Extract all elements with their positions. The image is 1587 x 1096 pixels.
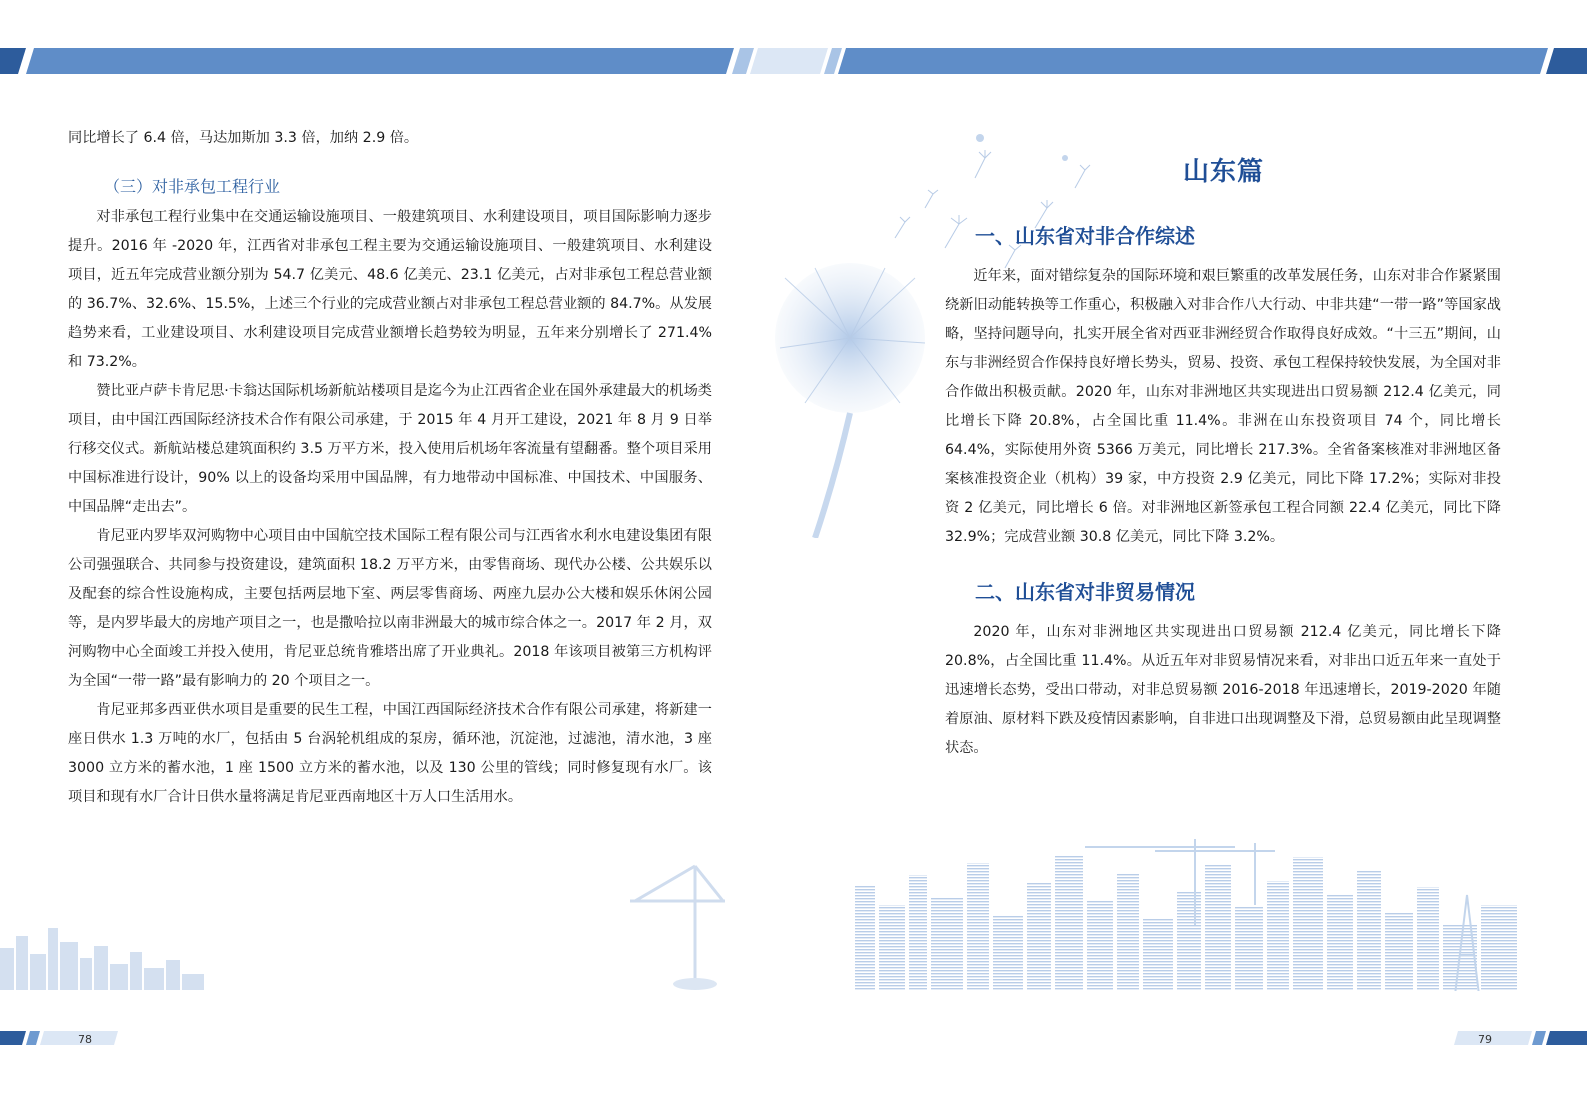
paragraph: 2020 年，山东对非洲地区共实现进出口贸易额 212.4 亿美元，同比增长下降 20.8%，占全国比重 11.4%。从近五年对非贸易情况来看，对非出口近五年来一直处于迅速增长态势，受出口带动，对非总贸易额 2016-2018 年迅速增长，2019-2020 年随着原油、原材料下跌及疫情因素影响，自非进口出现调整及下滑，总贸易额由此呈现调整状态。 [945, 624, 1501, 756]
paragraph: 肯尼亚内罗毕双河购物中心项目由中国航空技术国际工程有限公司与江西省水利水电建设集团有限公司强强联合、共同参与投资建设，建筑面积 18.2 万平方米，由零售商场、现代办公楼、公共娱乐以及配套的综合性设施构成，主要包括两层地下室、两层零售商场、两座九层办公大楼和娱乐休闲公园等，是内罗毕最大的房地产项目之一，也是撒哈拉以南非洲最大的城市综合体之一。2017 年 2 月，双河购物中心全面竣工并投入使用，肯尼亚总统肯雅塔出席了开业典礼。2018 年该项目被第三方机构评为全国“一带一路”最有影响力的 20 个项目之一。 [68, 528, 712, 689]
left-intro [68, 124, 712, 153]
subheading: （三）对非承包工程行业 [104, 177, 281, 196]
left-body [68, 203, 712, 812]
paragraph: 赞比亚卢萨卡肯尼思·卡翁达国际机场新航站楼项目是迄今为止江西省企业在国外承建最大的机场类项目，由中国江西国际经济技术合作有限公司承建，于 2015 年 4 月开工建设，2021 年 8 月 9 日举行移交仪式。新航站楼总建筑面积约 3.5 万平方米，投入使用后机场年客流量有望翻番。整个项目采用中国标准进行设计，90% 以上的设备均采用中国品牌，有力地带动中国标准、中国技术、中国服务、中国品牌“走出去”。 [68, 383, 712, 515]
paragraph: 对非承包工程行业集中在交通运输设施项目、一般建筑项目、水利建设项目，项目国际影响力逐步提升。2016 年 -2020 年，江西省对非承包工程主要为交通运输设施项目、一般建筑项目、水利建设项目，近五年完成营业额分别为 54.7 亿美元、48.6 亿美元、23.1 亿美元，占对非承包工程总营业额的 36.7%、32.6%、15.5%，上述三个行业的完成营业额占对非承包工程总营业额的 84.7%。从发展趋势来看，工业建设项目、水利建设项目完成营业额增长趋势较为明显，五年来分别增长了 271.4% 和 73.2%。 [68, 209, 712, 370]
section-heading: 一、山东省对非合作综述 [975, 224, 1195, 248]
section1-body [945, 262, 1501, 552]
footer-band-right [1454, 1031, 1587, 1045]
crane-graphic [625, 856, 730, 991]
page-number-right: 79 [1478, 1033, 1492, 1046]
section2-body [945, 618, 1501, 763]
intro-line: 同比增长了 6.4 倍，马达加斯加 3.3 倍，加纳 2.9 倍。 [68, 130, 419, 146]
header-band [0, 48, 1587, 74]
paragraph: 肯尼亚邦多西亚供水项目是重要的民生工程，中国江西国际经济技术合作有限公司承建，将新建一座日供水 1.3 万吨的水厂，包括由 5 台涡轮机组成的泵房，循环池，沉淀池，过滤池，清水池，3 座 3000 立方米的蓄水池，1 座 1500 立方米的蓄水池，以及 130 公里的管线；同时修复现有水厂。该项目和现有水厂合计日供水量将满足肯尼亚西南地区十万人口生活用水。 [68, 702, 712, 805]
page-number-left: 78 [78, 1033, 92, 1046]
skyline-graphic [855, 835, 1520, 991]
skyline-graphic [0, 918, 205, 990]
page-title: 山东篇 [1183, 157, 1265, 187]
section-heading: 二、山东省对非贸易情况 [975, 580, 1195, 604]
paragraph: 近年来，面对错综复杂的国际环境和艰巨繁重的改革发展任务，山东对非合作紧紧围绕新旧动能转换等工作重心，积极融入对非合作八大行动、中非共建“一带一路”等国家战略，坚持问题导向，扎实开展全省对西亚非洲经贸合作取得良好成效。“十三五”期间，山东与非洲经贸合作保持良好增长势头，贸易、投资、承包工程保持较快发展，为全国对非合作做出积极贡献。2020 年，山东对非洲地区共实现进出口贸易额 212.4 亿美元，同比增长下降 20.8%，占全国比重 11.4%。非洲在山东投资项目 74 个，同比增长 64.4%，实际使用外资 5366 万美元，同比增长 217.3%。全省备案核准对非洲地区备案核准投资企业（机构）39 家，中方投资 2.9 亿美元，同比下降 17.2%；实际对非投资 2 亿美元，同比增长 6 倍。对非洲地区新签承包工程合同额 22.4 亿美元，同比下降 32.9%；完成营业额 30.8 亿美元，同比下降 3.2%。 [945, 268, 1501, 545]
footer-band-left [0, 1031, 120, 1045]
